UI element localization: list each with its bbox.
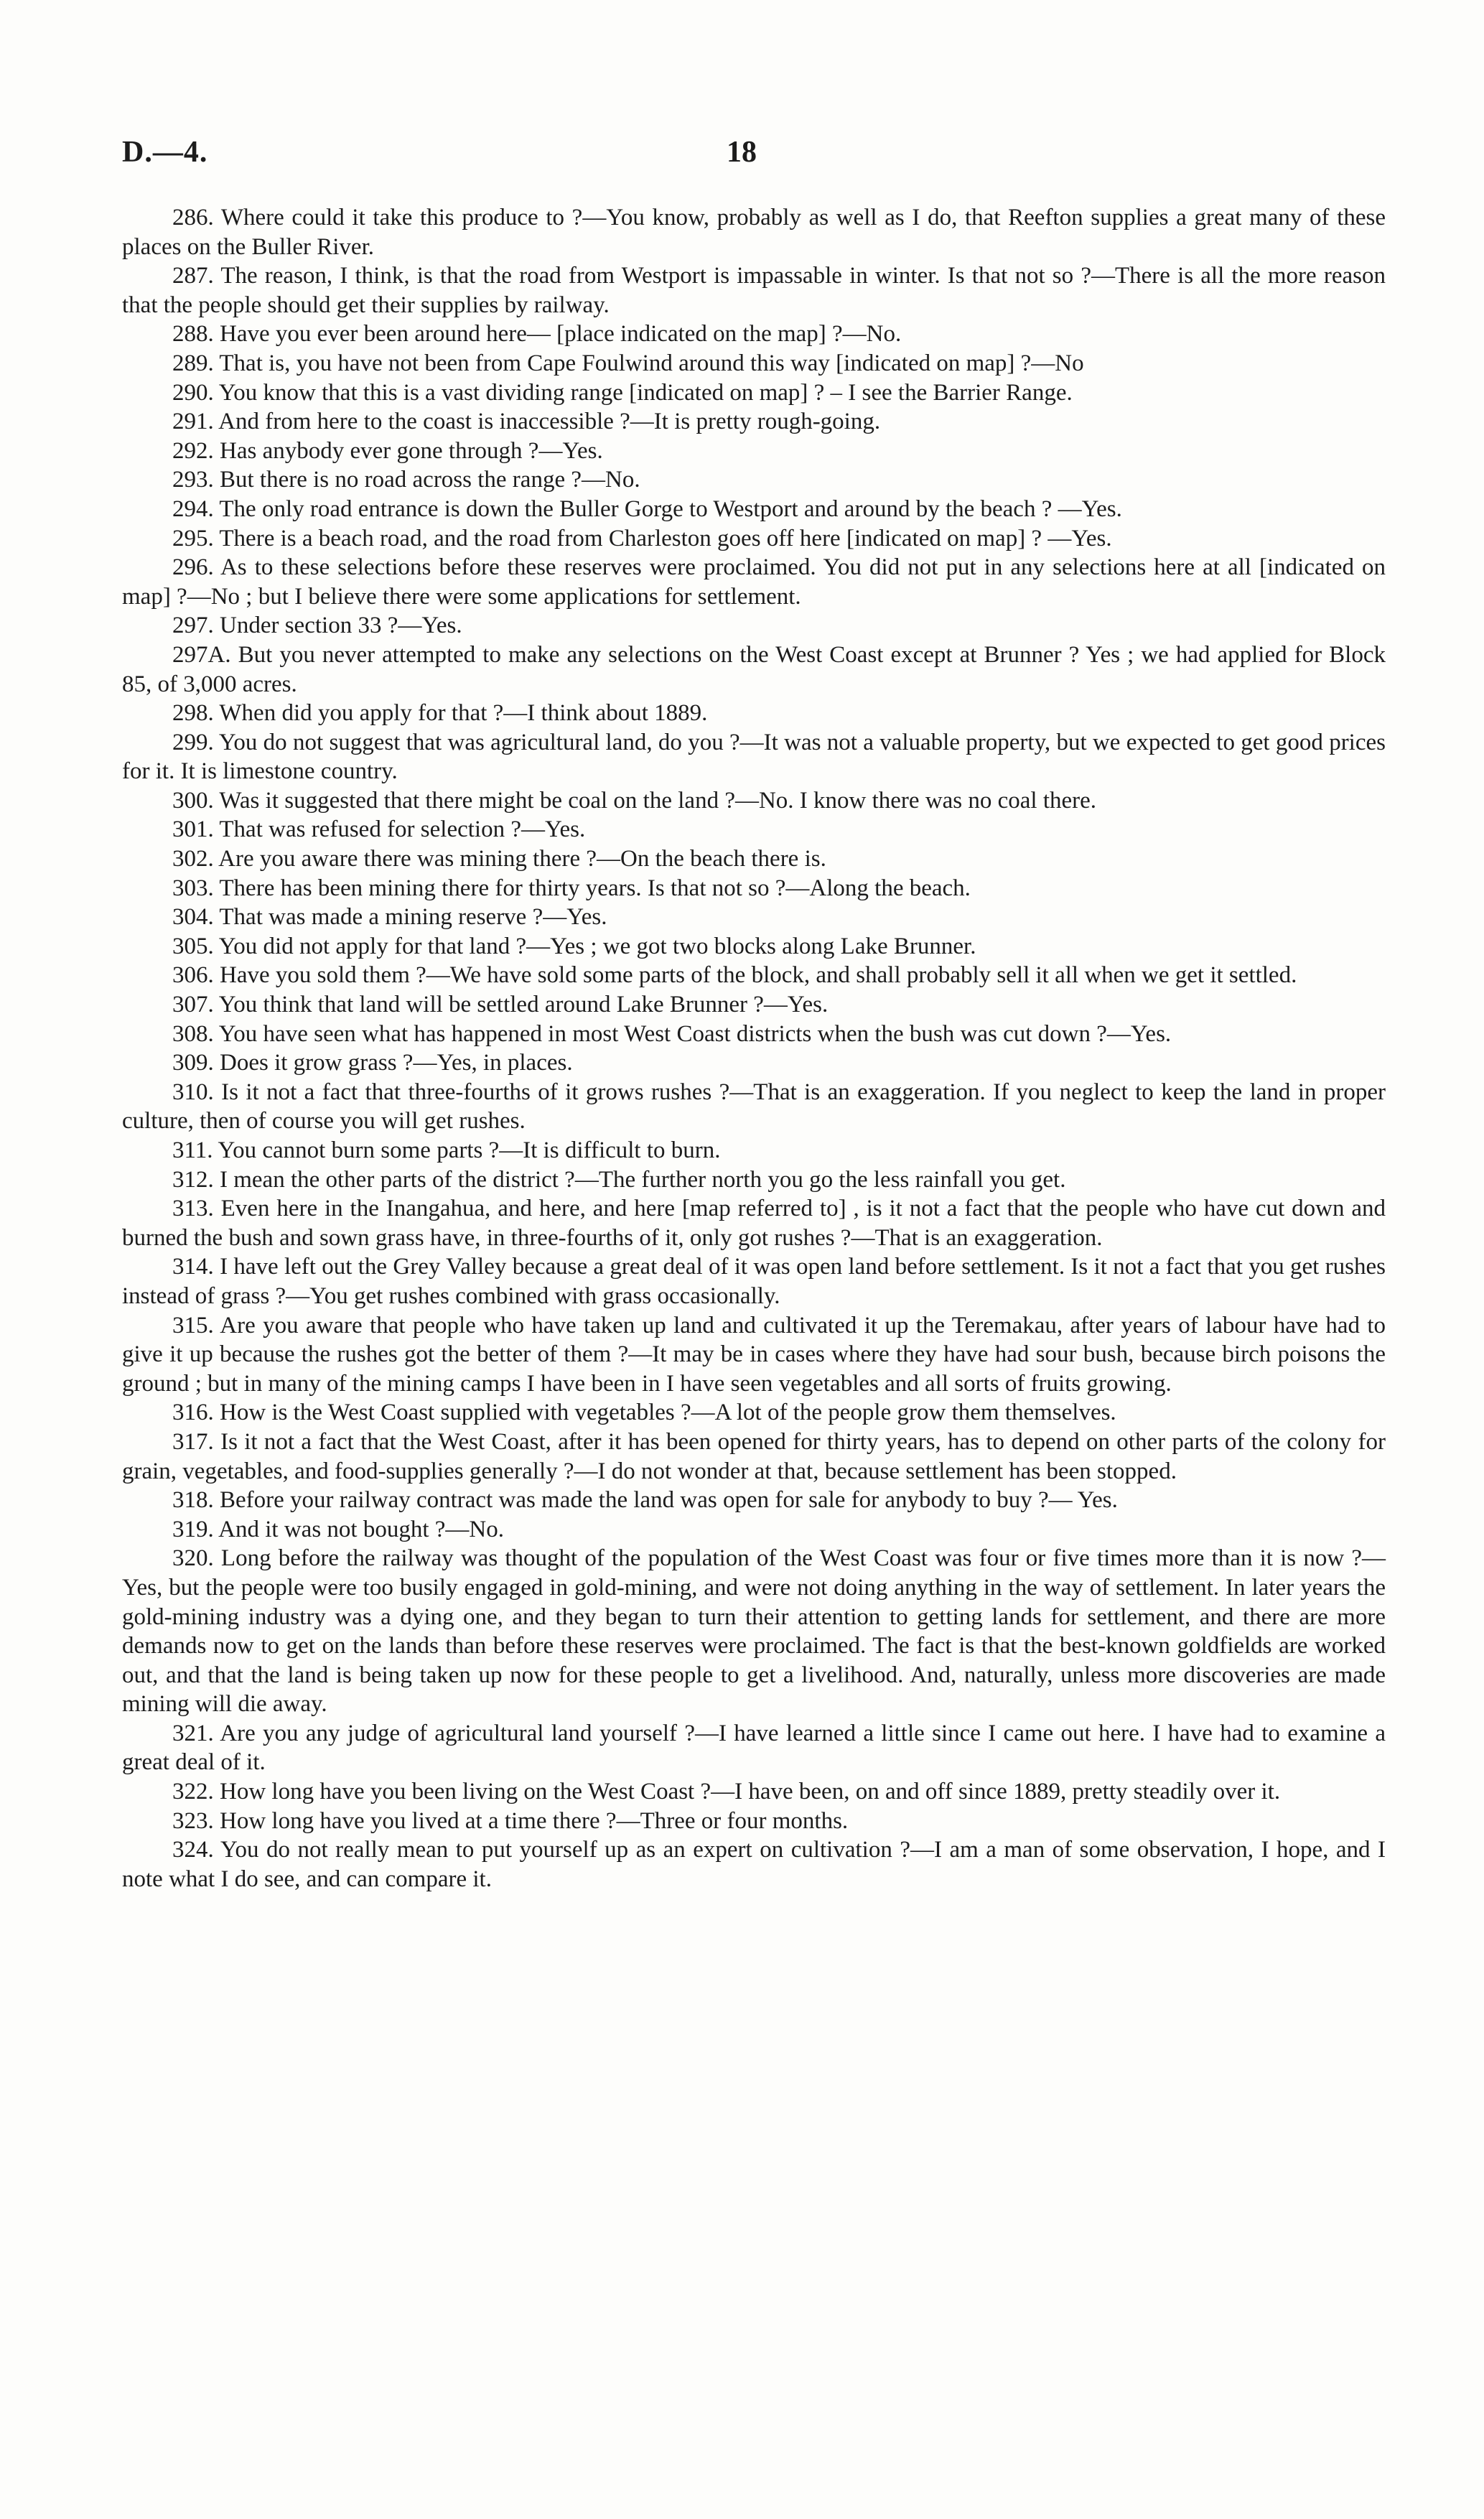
question-302: 302. Are you aware there was mining there ?—On the beach there is. <box>172 846 826 872</box>
question-306: 306. Have you sold them ?—We have sold some parts of the block, and shall probably sell it all when we get it settled. <box>172 962 1297 989</box>
question-308: 308. You have seen what has happened in most West Coast districts when the bush was cut down ?—Yes. <box>172 1020 1172 1047</box>
question-290: 290. You know that this is a vast dividing range [indicated on map] ? – I see the Barrier Range. <box>172 379 1073 406</box>
question-318: 318. Before your railway contract was made the land was open for sale for anybody to buy ?— Yes. <box>172 1487 1118 1514</box>
question-298: 298. When did you apply for that ?—I think about 1889. <box>172 700 708 727</box>
question-310: 310. Is it not a fact that three-fourths of it grows rushes ?—That is an exaggeration. If you neglect to keep the land in proper culture, then of course you will get rushes. <box>122 1079 1386 1135</box>
question-321: 321. Are you any judge of agricultural land yourself ?—I have learned a little since I came out here. I have had to examine a great deal of it. <box>122 1720 1386 1776</box>
question-289: 289. That is, you have not been from Cape Foulwind around this way [indicated on map] ?—No <box>172 350 1084 376</box>
question-304: 304. That was made a mining reserve ?—Yes. <box>172 904 607 931</box>
evidence-body <box>122 203 1386 1894</box>
question-312: 312. I mean the other parts of the district ?—The further north you go the less rainfall you get. <box>172 1166 1066 1193</box>
question-292: 292. Has anybody ever gone through ?—Yes. <box>172 437 603 464</box>
page-header <box>122 135 1386 178</box>
question-286: 286. Where could it take this produce to ?—You know, probably as well as I do, that Reefton supplies a great many of these places on the Buller River. <box>122 205 1386 260</box>
question-315: 315. Are you aware that people who have taken up land and cultivated it up the Teremakau, after years of labour have had to give it up because the rushes got the better of them ?—It may be in cases where they have had sour bush, because birch poisons the ground ; but in many of the mining camps I have been in I have seen vegetables and all sorts of fruits growing. <box>122 1312 1386 1397</box>
question-317: 317. Is it not a fact that the West Coast, after it has been opened for thirty years, has to depend on other parts of the colony for grain, vegetables, and food-supplies generally ?—I do not wonder at that, because settlement has been stopped. <box>122 1428 1386 1484</box>
question-311: 311. You cannot burn some parts ?—It is difficult to burn. <box>172 1137 721 1163</box>
question-313: 313. Even here in the Inangahua, and here, and here [map referred to] , is it not a fact that the people who have cut down and burned the bush and sown grass have, in three-fourths of it, only got rushes ?—That is an exaggeration. <box>122 1196 1386 1251</box>
question-300: 300. Was it suggested that there might be coal on the land ?—No. I know there was no coal there. <box>172 787 1097 814</box>
question-319: 319. And it was not bought ?—No. <box>172 1516 504 1542</box>
question-287: 287. The reason, I think, is that the road from Westport is impassable in winter. Is that not so ?—There is all the more reason that the people should get their supplies by railway. <box>122 263 1386 318</box>
question-295: 295. There is a beach road, and the road from Charleston goes off here [indicated on map] ? —Yes. <box>172 525 1112 551</box>
document-id: D.—4. <box>122 136 208 169</box>
question-307: 307. You think that land will be settled around Lake Brunner ?—Yes. <box>172 992 829 1018</box>
question-314: 314. I have left out the Grey Valley because a great deal of it was open land before settlement. Is it not a fact that you get rushes instead of grass ?—You get rushes combined with grass occasionally. <box>122 1254 1386 1309</box>
question-288: 288. Have you ever been around here— [place indicated on the map] ?—No. <box>172 321 902 348</box>
question-316: 316. How is the West Coast supplied with vegetables ?—A lot of the people grow them themselves. <box>172 1400 1116 1426</box>
question-299: 299. You do not suggest that was agricultural land, do you ?—It was not a valuable property, but we expected to get good prices for it. It is limestone country. <box>122 729 1386 785</box>
question-297a: 297A. But you never attempted to make any selections on the West Coast except at Brunner ? Yes ; we had applied for Block 85, of 3,000 acres. <box>122 641 1386 697</box>
question-320: 320. Long before the railway was thought of the population of the West Coast was four or five times more than it is now ?—Yes, but the people were too busily engaged in gold-mining, and were not doing anything in the way of settlement. In later years the gold-mining industry was a dying one, and they began to turn their attention to getting lands for settlement, and there are more demands now to get on the lands than before these reserves were proclaimed. The fact is that the best-known goldfields are worked out, and that the land is being taken up now for these people to get a livelihood. And, naturally, unless more discoveries are made mining will die away. <box>122 1545 1386 1718</box>
question-324: 324. You do not really mean to put yourself up as an expert on cultivation ?—I am a man of some observation, I hope, and I note what I do see, and can compare it. <box>122 1837 1386 1892</box>
question-303: 303. There has been mining there for thirty years. Is that not so ?—Along the beach. <box>172 875 971 901</box>
question-297: 297. Under section 33 ?—Yes. <box>172 613 462 639</box>
question-322: 322. How long have you been living on the West Coast ?—I have been, on and off since 1889, pretty steadily over it. <box>172 1779 1281 1805</box>
page-number: 18 <box>727 136 757 169</box>
question-294: 294. The only road entrance is down the Buller Gorge to Westport and around by the beach ? —Yes. <box>172 495 1122 522</box>
question-296: 296. As to these selections before these reserves were proclaimed. You did not put in any selections here at all [indicated on map] ?—No ; but I believe there were some applications for settlement. <box>122 554 1386 610</box>
question-301: 301. That was refused for selection ?—Yes. <box>172 816 586 843</box>
question-305: 305. You did not apply for that land ?—Yes ; we got two blocks along Lake Brunner. <box>172 933 976 959</box>
question-291: 291. And from here to the coast is inaccessible ?—It is pretty rough-going. <box>172 409 881 435</box>
question-293: 293. But there is no road across the range ?—No. <box>172 467 640 493</box>
question-309: 309. Does it grow grass ?—Yes, in places. <box>172 1050 573 1076</box>
question-323: 323. How long have you lived at a time there ?—Three or four months. <box>172 1807 849 1834</box>
